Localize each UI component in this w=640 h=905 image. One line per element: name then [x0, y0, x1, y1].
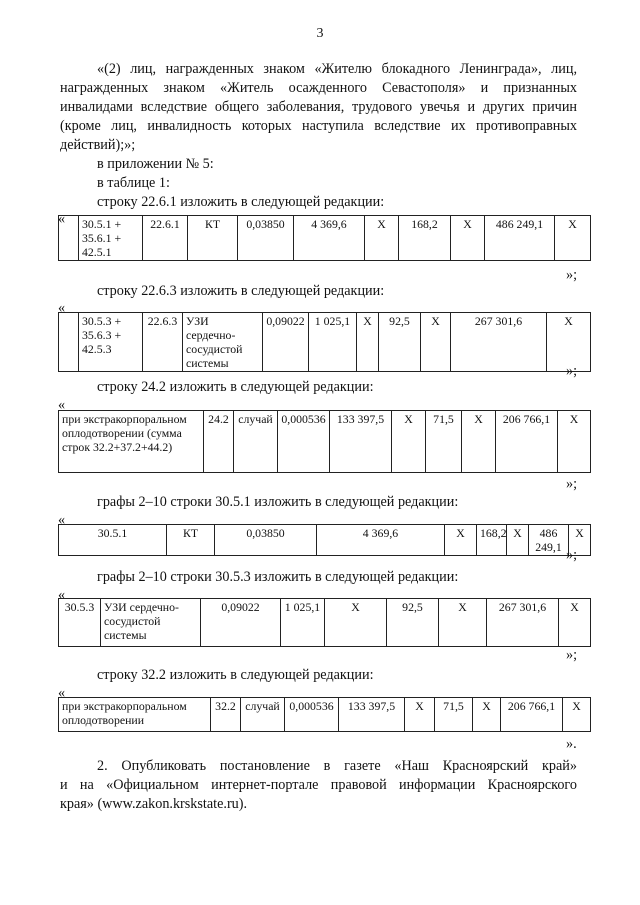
table-cell: Х	[555, 216, 591, 261]
section-2-table	[58, 312, 591, 372]
table-row	[59, 216, 591, 261]
section-2-open-quote: «	[58, 300, 66, 316]
intro-line-7: в таблице 1:	[97, 175, 170, 191]
table-cell: КТ	[188, 216, 238, 261]
table-cell: 4 369,6	[294, 216, 365, 261]
table-cell: случай	[241, 698, 285, 732]
section-4-close-quote: »;	[566, 547, 578, 563]
table-cell: 22.6.1	[143, 216, 188, 261]
section-2-heading: строку 22.6.3 изложить в следующей редакции:	[97, 283, 385, 299]
section-5-close-quote: »;	[566, 647, 578, 663]
table-cell: Х	[357, 313, 379, 372]
table-cell: 1 025,1	[309, 313, 357, 372]
table-cell: 0,000536	[285, 698, 339, 732]
table-cell: при экстракорпоральном оплодотворении (сумма строк 32.2+37.2+44.2)	[59, 411, 204, 473]
table-cell: Х	[569, 525, 591, 556]
table-cell: 32.2	[211, 698, 241, 732]
table-cell: 0,03850	[215, 525, 317, 556]
table-cell: 168,2	[477, 525, 507, 556]
table-cell: 30.5.3 + 35.6.3 + 42.5.3	[79, 313, 143, 372]
table-cell: 486 249,1	[529, 525, 569, 556]
table-cell: 92,5	[379, 313, 421, 372]
table-row	[59, 525, 591, 556]
table-cell: случай	[234, 411, 278, 473]
section-6-heading: строку 32.2 изложить в следующей редакции:	[97, 667, 374, 683]
table-cell: 267 301,6	[451, 313, 547, 372]
section-1-close-quote: »;	[566, 267, 578, 283]
table-cell: 0,09022	[263, 313, 309, 372]
table-cell: 22.6.3	[143, 313, 183, 372]
intro-line-4: (кроме лиц, инвалидность которых наступила вследствие их противоправных	[60, 118, 577, 134]
intro-line-1: «(2) лиц, награжденных знаком «Жителю блокадного Ленинграда», лиц,	[97, 61, 577, 77]
section-4-heading: графы 2–10 строки 30.5.1 изложить в следующей редакции:	[97, 494, 459, 510]
table-cell: УЗИ сердечно-сосудистой системы	[101, 599, 201, 647]
table-row	[59, 698, 591, 732]
table-cell: 24.2	[204, 411, 234, 473]
final-line-3: края» (www.zakon.krskstate.ru).	[60, 796, 248, 812]
table-cell: 206 766,1	[496, 411, 558, 473]
table-cell: Х	[392, 411, 426, 473]
table-cell: 168,2	[399, 216, 451, 261]
table-cell: при экстракорпоральном оплодотворении	[59, 698, 211, 732]
table-cell: 30.5.1 + 35.6.1 + 42.5.1	[79, 216, 143, 261]
table-cell: 133 397,5	[330, 411, 392, 473]
table-row	[59, 411, 591, 473]
intro-line-3: инвалидами вследствие общего заболевания, трудового увечья и других причин	[60, 99, 577, 115]
section-5-table	[58, 598, 591, 647]
table-cell: 206 766,1	[501, 698, 563, 732]
table-cell: УЗИ сердечно-сосудистой системы	[183, 313, 263, 372]
intro-line-5: действий);»;	[60, 137, 136, 153]
table-cell: Х	[451, 216, 485, 261]
section-1-heading: строку 22.6.1 изложить в следующей редакции:	[97, 194, 385, 210]
section-6-close-quote: ».	[566, 736, 577, 752]
section-3-table	[58, 410, 591, 473]
intro-line-2: награжденных знаком «Житель осажденного Севастополя» и признанных	[60, 80, 577, 96]
table-cell: Х	[445, 525, 477, 556]
table-cell: Х	[325, 599, 387, 647]
section-3-heading: строку 24.2 изложить в следующей редакции:	[97, 379, 374, 395]
section-6-table	[58, 697, 591, 732]
section-1-table	[58, 215, 591, 261]
table-cell: Х	[473, 698, 501, 732]
table-row	[59, 599, 591, 647]
table-cell: Х	[558, 411, 591, 473]
table-cell: Х	[462, 411, 496, 473]
table-cell	[59, 216, 79, 261]
table-row	[59, 313, 591, 372]
table-cell: 133 397,5	[339, 698, 405, 732]
section-2-close-quote: »;	[566, 363, 578, 379]
table-cell: 30.5.3	[59, 599, 101, 647]
table-cell: Х	[405, 698, 435, 732]
section-6-open-quote: «	[58, 685, 66, 701]
table-cell: Х	[421, 313, 451, 372]
table-cell: 30.5.1	[59, 525, 167, 556]
final-line-1: 2. Опубликовать постановление в газете «Наш Красноярский край»	[97, 758, 577, 774]
table-cell: Х	[365, 216, 399, 261]
table-cell: Х	[439, 599, 487, 647]
table-cell: КТ	[167, 525, 215, 556]
section-1-open-quote: «	[58, 211, 66, 227]
page-number: 3	[316, 26, 324, 41]
table-cell: 0,03850	[238, 216, 294, 261]
table-cell	[59, 313, 79, 372]
table-cell: 71,5	[435, 698, 473, 732]
table-cell: 267 301,6	[487, 599, 559, 647]
table-cell: 0,09022	[201, 599, 281, 647]
section-3-open-quote: «	[58, 397, 66, 413]
table-cell: 0,000536	[278, 411, 330, 473]
table-cell: 71,5	[426, 411, 462, 473]
table-cell: 1 025,1	[281, 599, 325, 647]
table-cell: 486 249,1	[485, 216, 555, 261]
table-cell: Х	[563, 698, 591, 732]
table-cell: 92,5	[387, 599, 439, 647]
intro-line-6: в приложении № 5:	[97, 156, 214, 172]
section-4-open-quote: «	[58, 512, 66, 528]
section-5-heading: графы 2–10 строки 30.5.3 изложить в следующей редакции:	[97, 569, 459, 585]
table-cell: Х	[507, 525, 529, 556]
section-5-open-quote: «	[58, 587, 66, 603]
table-cell: Х	[547, 313, 591, 372]
section-3-close-quote: »;	[566, 476, 578, 492]
table-cell: Х	[559, 599, 591, 647]
table-cell: 4 369,6	[317, 525, 445, 556]
final-line-2: и на «Официальном интернет-портале правовой информации Красноярского	[60, 777, 577, 793]
section-4-table	[58, 524, 591, 556]
